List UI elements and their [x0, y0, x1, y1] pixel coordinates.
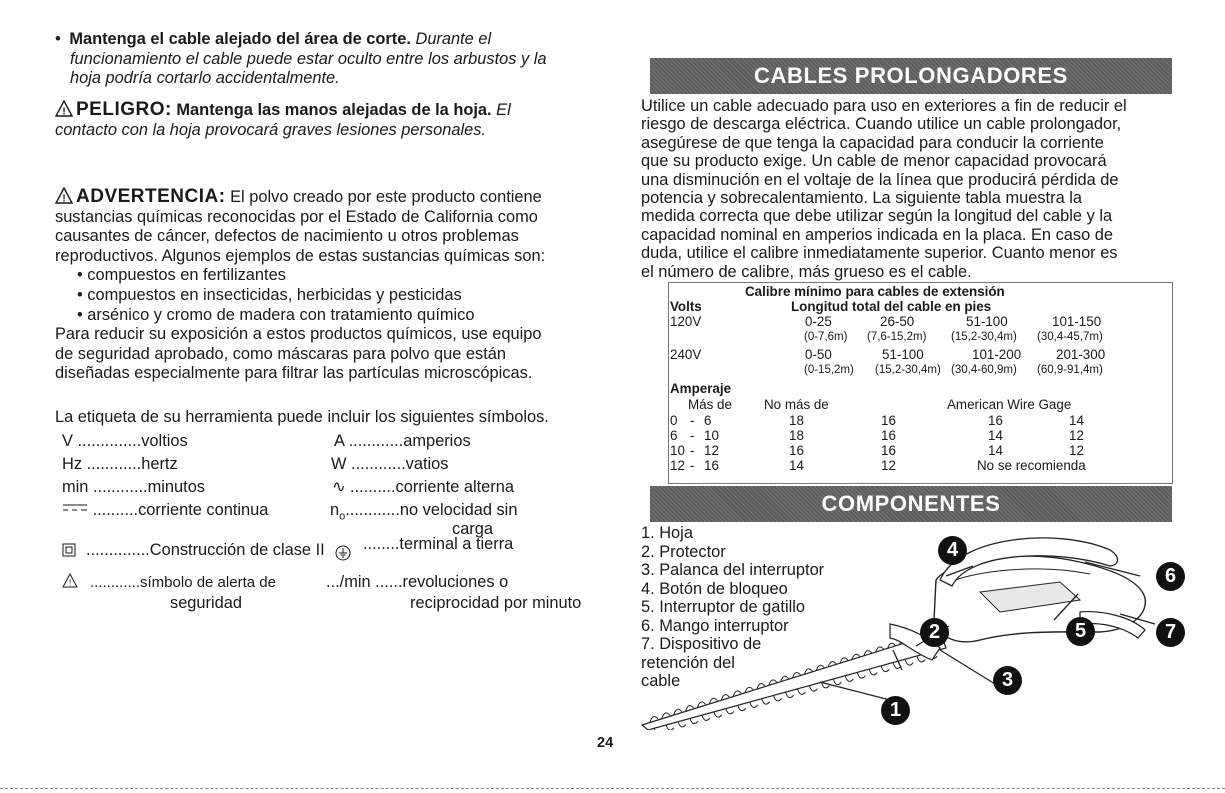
- bullet-italic-first: Durante el: [415, 30, 492, 48]
- table-amperaje-header: Amperaje: [670, 381, 732, 396]
- ac-wave-icon: ∿: [332, 478, 346, 496]
- advertencia-word: ADVERTENCIA:: [76, 186, 226, 207]
- component-item: retención del: [641, 653, 735, 672]
- table-cell: -: [690, 458, 695, 473]
- reducir-line: de seguridad aprobado, como máscaras para polvo que están: [55, 344, 507, 363]
- symbol-earthing: [335, 535, 514, 562]
- symbol-hertz: Hz ............hertz: [62, 455, 178, 473]
- table-title: Calibre mínimo para cables de extensión: [745, 284, 1005, 299]
- peligro-warning: [55, 100, 615, 140]
- symbols-list: [62, 430, 622, 630]
- advertencia-warning: [55, 187, 615, 325]
- table-cell: 12: [881, 458, 896, 473]
- symbol-revolutions: .../min ......revoluciones o: [326, 573, 509, 591]
- callout-2: 2: [920, 618, 949, 647]
- gauge-table: Calibre mínimo para cables de extensión Volts Longitud total del cable en pies 120V 0-25 26-50 51-100 101-150 (0-7,6m) (7,6-15,2m) (15,2-30,4m) (30,4-45,7m) 240V 0-50 51-100 101-200 201-300 (0-15,2m) (15,2-30,4m) (30,4-60,9m) (60,9-91,4m) Amperaje Más de No más de American Wire Gage 0 - 6 18 16 16 14 6 - 10 18 16 14 12 10 - 12 16 16 14 12 12 - 16 14 12 No se recomienda: [668, 282, 1173, 484]
- component-item: 5. Interruptor de gatillo: [641, 598, 806, 616]
- table-cell: 18: [789, 428, 804, 443]
- callout-5: 5: [1066, 617, 1095, 646]
- banner-componentes: COMPONENTES: [650, 486, 1172, 522]
- table-cell: 14: [988, 428, 1003, 443]
- dc-label: ..........corriente continua: [92, 501, 269, 519]
- table-cell: 16: [988, 413, 1003, 428]
- table-volts-header: Volts: [670, 299, 702, 314]
- bullet-mark: •: [55, 30, 61, 48]
- component-item: 3. Palanca del interruptor: [641, 561, 825, 579]
- component-item: 7. Dispositivo de: [641, 635, 762, 653]
- callout-4: 4: [938, 536, 967, 565]
- advertencia-line: sustancias químicas reconocidas por el Estado de California como: [55, 207, 538, 226]
- component-item: 6. Mango interruptor: [641, 616, 789, 635]
- table-cell: 10: [670, 443, 685, 458]
- advertencia-line: causantes de cáncer, defectos de nacimiento u otros problemas: [55, 227, 519, 246]
- para-line: Utilice un cable adecuado para uso en exteriores a fin de reducir el: [641, 97, 1127, 115]
- component-item: 1. Hoja: [641, 524, 693, 542]
- table-cell: 18: [789, 413, 804, 428]
- advertencia-first-line: El polvo creado por este producto contiene: [230, 188, 542, 206]
- symbol-watts: W ............vatios: [331, 455, 449, 473]
- banner-cables-prolongadores: CABLES PROLONGADORES: [650, 58, 1172, 94]
- double-square-icon: [62, 543, 76, 557]
- table-cell: 16: [881, 428, 896, 443]
- para-line: medida correcta que debe utilizar según la longitud del cable y la: [641, 207, 1113, 226]
- safety-alert-icon: [62, 573, 78, 588]
- component-item: 4. Botón de bloqueo: [641, 579, 788, 598]
- bullet-italic-line-2: hoja podría cortarlo accidentalmente.: [70, 69, 340, 88]
- table-cell: 12: [704, 443, 719, 458]
- table-cell: -: [690, 413, 695, 428]
- component-item: 2. Protector: [641, 542, 726, 561]
- para-line: el número de calibre, más grueso es el cable.: [641, 262, 972, 281]
- para-line: duda, utilice el calibre inmediatamente superior. Cuanto menor es: [641, 244, 1118, 263]
- no-load-label: ............no velocidad sin: [345, 501, 518, 519]
- table-cell: 16: [881, 413, 896, 428]
- table-cell: -: [690, 428, 695, 443]
- symbol-safety-alert: [62, 571, 276, 595]
- table-cell: No se recomienda: [977, 458, 1086, 473]
- page-number: 24: [597, 735, 614, 751]
- no-load-subscript: o: [339, 510, 346, 523]
- advertencia-item: • compuestos en insecticidas, herbicidas y pesticidas: [77, 285, 462, 304]
- advertencia-item: • arsénico y cromo de madera con tratamiento químico: [77, 305, 475, 324]
- svg-text:!: !: [62, 193, 66, 204]
- table-cell: 14: [988, 443, 1003, 458]
- cable-warning-bullet: [55, 30, 615, 89]
- peligro-bold-text: Mantenga las manos alejadas de la hoja.: [176, 101, 492, 119]
- advertencia-line: reproductivos. Algunos ejemplos de estas sustancias químicas son:: [55, 246, 546, 265]
- reducir-line: diseñadas especialmente para filtrar las partículas microscópicas.: [55, 364, 533, 383]
- table-cell: -: [690, 443, 695, 458]
- table-longitud-header: Longitud total del cable en pies: [791, 299, 992, 314]
- earthing-terminal-icon: [335, 545, 351, 561]
- table-cell: 16: [789, 443, 804, 458]
- etiqueta-paragraph: La etiqueta de su herramienta puede incluir los siguientes símbolos.: [55, 408, 549, 426]
- ac-label: ..........corriente alterna: [350, 478, 514, 496]
- symbol-amps: A ............amperios: [334, 432, 471, 450]
- symbol-no-load-speed-2: carga: [452, 520, 494, 538]
- no-load-symbol: n: [330, 501, 340, 519]
- table-cell: 6: [704, 413, 712, 428]
- table-cell: 12: [670, 458, 685, 473]
- safety-alert-label: ............símbolo de alerta de: [90, 574, 276, 591]
- callout-1: 1: [881, 696, 910, 725]
- table-cell: 14: [1069, 413, 1084, 428]
- table-cell: 0: [670, 413, 678, 428]
- table-cell: 12: [1069, 443, 1084, 458]
- svg-text:!: !: [68, 577, 72, 588]
- symbol-safety-alert-2: seguridad: [170, 594, 242, 612]
- callout-6: 6: [1156, 562, 1185, 591]
- earthing-label: ........terminal a tierra: [363, 535, 514, 553]
- para-line: riesgo de descarga eléctrica. Cuando utilice un cable prolongador,: [641, 115, 1122, 134]
- symbol-volts: V ..............voltios: [62, 432, 188, 450]
- warning-triangle-icon: [55, 100, 73, 117]
- bullet-italic-line-1: funcionamiento el cable puede estar oculto entre los arbustos y la: [70, 49, 547, 68]
- component-item: cable: [641, 672, 681, 690]
- dc-current-icon: [62, 502, 88, 514]
- table-cell: 14: [789, 458, 804, 473]
- table-cell: 16: [881, 443, 896, 458]
- cables-paragraph: [641, 97, 1201, 281]
- class-ii-label: ..............Construcción de clase II: [86, 541, 325, 559]
- peligro-word: PELIGRO:: [76, 99, 172, 120]
- advertencia-item: • compuestos en fertilizantes: [77, 266, 286, 285]
- symbol-minutes: min ............minutos: [62, 478, 206, 496]
- table-cell: 12: [1069, 428, 1084, 443]
- symbol-class-ii: [62, 539, 325, 562]
- hedge-trimmer-illustration: [640, 520, 1200, 730]
- peligro-italic-line-2: contacto con la hoja provocará graves lesiones personales.: [55, 120, 486, 139]
- reducir-line: Para reducir su exposición a estos productos químicos, use equipo: [55, 325, 542, 343]
- bullet-title: Mantenga el cable alejado del área de corte.: [69, 30, 411, 48]
- callout-3: 3: [993, 666, 1022, 695]
- table-cell: 10: [704, 428, 719, 443]
- reducir-paragraph: [55, 325, 625, 384]
- table-cell: 6: [670, 428, 678, 443]
- para-line: una disminución en el voltaje de la línea que producirá pérdida de: [641, 170, 1119, 189]
- peligro-italic-first: El: [496, 101, 511, 119]
- page-edge-divider: [0, 788, 1225, 789]
- para-line: que su producto exige. Un cable de menor capacidad provocará: [641, 152, 1107, 171]
- para-line: asegúrese de que tenga la capacidad para conducir la corriente: [641, 133, 1104, 152]
- table-cell: 16: [704, 458, 719, 473]
- symbol-revolutions-2: reciprocidad por minuto: [410, 594, 582, 612]
- symbol-alternating-current: [332, 476, 514, 499]
- symbol-direct-current: [62, 499, 268, 522]
- para-line: capacidad nominal en amperios indicada en la placa. En caso de: [641, 225, 1113, 244]
- para-line: potencia y sobrecalentamiento. La siguiente tabla muestra la: [641, 189, 1082, 208]
- warning-triangle-icon: [55, 187, 73, 204]
- callout-7: 7: [1156, 618, 1185, 647]
- svg-text:!: !: [62, 106, 66, 117]
